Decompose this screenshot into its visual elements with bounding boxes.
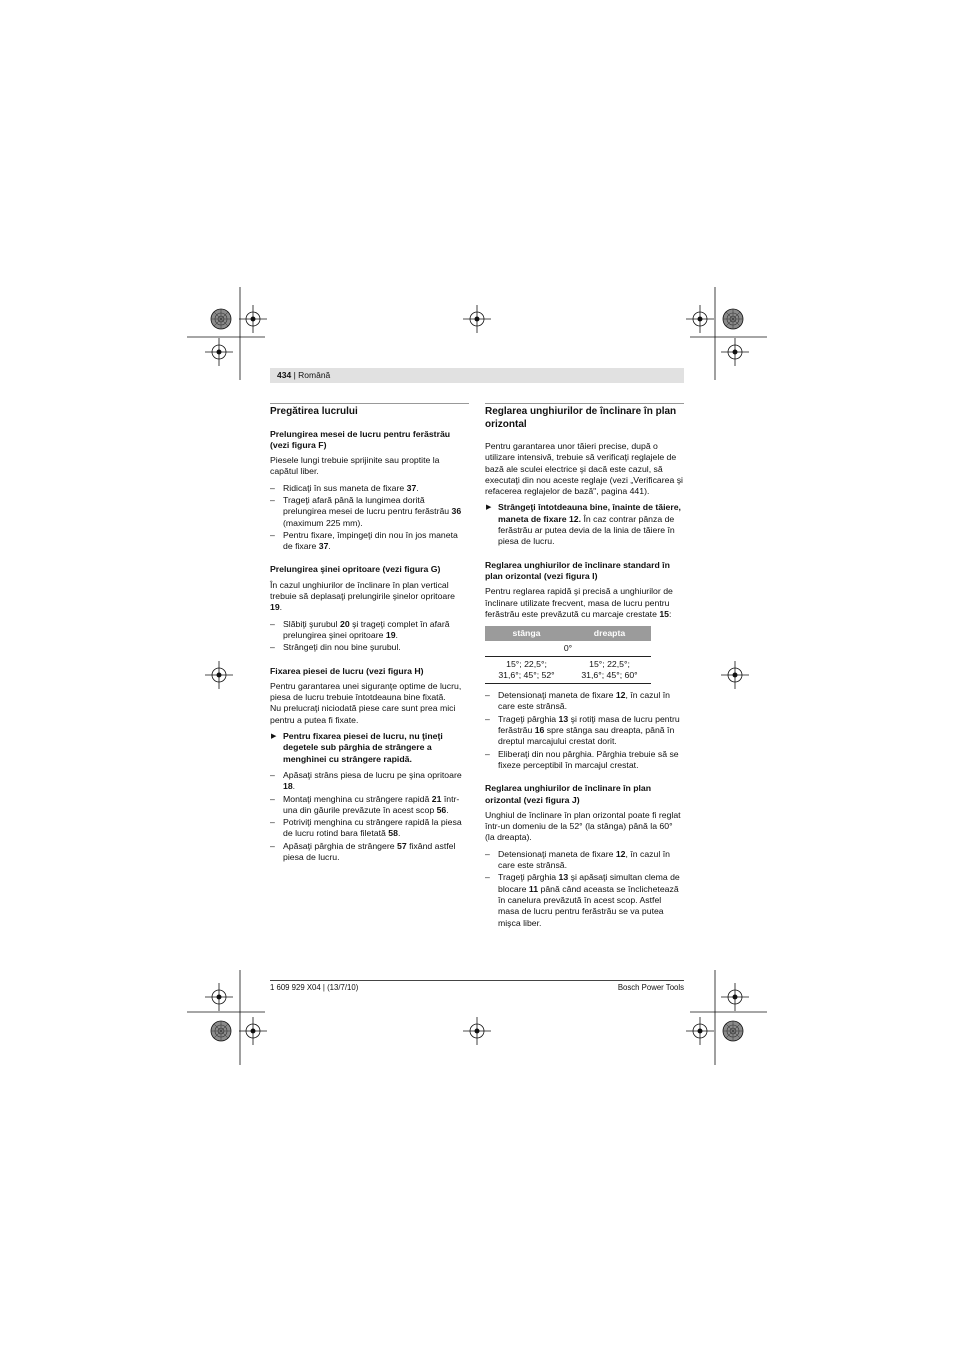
list-item: – Detensionaţi maneta de fixare 12, în cazul în care este strânsă. [485,690,670,712]
list-item: – Eliberaţi din nou pârghia. Pârghia trebuie să se fixeze perceptibil în marcajul crestat. [485,748,679,770]
dash: – [270,840,275,851]
dash: – [485,748,490,759]
subheading: Prelungirea şinei opritoare (vezi figura G) [270,564,441,575]
table-row [485,657,651,684]
footer-rule [270,980,684,981]
dash: – [485,848,490,859]
document-code: 1 609 929 X04 | (13/7/10) [270,983,359,992]
header-language: Română [298,370,331,380]
step-list [270,770,469,863]
table-cell: 0° [485,641,651,657]
paragraph: Nu prelucraţi niciodată piese care sunt prea mici pentru a putea fi fixate. [270,703,456,725]
list-item: – Montaţi menghina cu strângere rapidă 21 într-una din găurile prevăzute în acest scop 56. [270,793,460,815]
dash: – [270,618,275,629]
list-item: – Trageţi afară până la lungimea dorită prelungirea mesei de lucru pentru ferăstrău 36 (maximum 225 mm). [270,494,462,528]
paragraph: Pentru garantarea unei siguranţe optime de lucru, piesa de lucru trebuie întotdeauna bine fixată. [270,680,462,703]
list-item: – Apăsaţi strâns piesa de lucru pe şina opritoare 18. [270,769,462,792]
paragraph: Pentru garantarea unor tăieri precise, după o utilizare intensivă, trebuie să verificaţi reglajele de bază ale sculei electrice şi dacă este cazul, să executaţi din nou aceste reglaje (vezi „Verificarea şi refacerea reglajelor de bază", pagina 441). [485,441,683,497]
subheading: Prelungirea mesei de lucru pentru ferăstrău (vezi figura F) [270,428,451,450]
step-list [485,849,684,929]
arrow-icon: ▶ [271,733,277,741]
dash: – [485,872,490,883]
paragraph: În cazul unghiurilor de înclinare în plan vertical trebuie să deplasaţi prelungirile şinelor opritoare 19. [270,579,455,613]
step-list [270,483,469,553]
list-item: – Apăsaţi pârghia de strângere 57 fixând astfel piesa de lucru. [270,840,456,862]
dash: – [270,769,275,780]
left-column [270,403,469,875]
safety-warning: ▶ Strângeţi întotdeauna bine, înainte de tăiere, maneta de fixare 12. În caz contrar pânza de ferăstrău ar putea devia de la linia de tăiere în piesa de lucru. [486,502,681,547]
table-cell: 15°; 22,5°; 31,6°; 45°; 52° [485,657,568,684]
page-header [270,368,684,383]
arrow-icon: ▶ [486,504,492,512]
section-any-miter [485,783,684,929]
brand-name: Bosch Power Tools [617,983,684,992]
section-rule [485,403,684,404]
subheading: Reglarea unghiurilor de înclinare în plan orizontal (vezi figura J) [485,783,652,805]
list-item: – Trageţi pârghia 13 şi apăsaţi simultan clema de blocare 11 până când aceasta se înclichetează în canelura prevăzută în acest scop. Astfel masa de lucru pentru ferăstrău se va putea mişca liber. [485,872,680,928]
dash: – [270,817,275,828]
safety-warning: ▶ Pentru fixarea piesei de lucru, nu ţineţi degetele sub pârghia de strângere a menghinei cu strângere rapidă. [271,731,443,764]
dash: – [270,642,275,653]
page-number: 434 [277,370,292,380]
section-table-extension [270,429,469,553]
list-item: – Trageţi pârghia 13 şi rotiţi masa de lucru pentru ferăstrău 16 spre stânga sau dreapta, până în dreptul marcajului crestat dorit. [485,713,680,747]
list-item: – Slăbiţi şurubul 20 şi trageţi complet în afară prelungirea şinei opritoare 19. [270,618,450,640]
table-header-left: stânga [485,626,568,641]
header-separator: | [293,370,296,380]
miter-angle-table [485,626,651,684]
table-row [485,641,651,657]
step-list [270,619,469,654]
paragraph: Unghiul de înclinare în plan orizontal poate fi reglat într-un domeniu de la 52° (la stânga) până la 60° (la dreapta). [485,809,681,843]
dash: – [270,482,275,493]
list-item: – Strângeţi din nou bine şurubul. [270,642,401,653]
dash: – [270,529,275,540]
section-title: Pregătirea lucrului [270,406,358,417]
dash: – [270,494,275,505]
table-header-right: dreapta [568,626,651,641]
paragraph: Pentru reglarea rapidă şi precisă a unghiurilor de înclinare utilizate frecvent, masa de lucru pentru ferăstrău este prevăzută cu marcaje crestate 15: [485,586,673,619]
section-rule [270,403,469,404]
list-item: – Potriviţi menghina cu strângere rapidă la piesa de lucru rotind bara filetată 58. [270,817,462,839]
dash: – [485,690,490,701]
table-cell: 15°; 22,5°; 31,6°; 45°; 60° [568,657,651,684]
section-workpiece-clamping [270,666,469,864]
list-item: – Detensionaţi maneta de fixare 12, în cazul în care este strânsă. [485,848,670,871]
section-fence-extension [270,564,469,653]
paragraph: Piesele lungi trebuie sprijinite sau proptite la capătul liber. [270,455,440,477]
subheading: Fixarea piesei de lucru (vezi figura H) [270,665,424,676]
section-title: Reglarea unghiurilor de înclinare în plan orizontal [485,406,677,430]
dash: – [485,713,490,724]
subheading: Reglarea unghiurilor de înclinare standard în plan orizontal (vezi figura I) [485,559,670,581]
list-item: – Ridicaţi în sus maneta de fixare 37. [270,482,419,493]
step-list [485,690,684,771]
right-column [485,403,684,941]
dash: – [270,793,275,804]
list-item: – Pentru fixare, împingeţi din nou în jos maneta de fixare 37. [270,529,458,552]
section-standard-miter [485,560,684,772]
